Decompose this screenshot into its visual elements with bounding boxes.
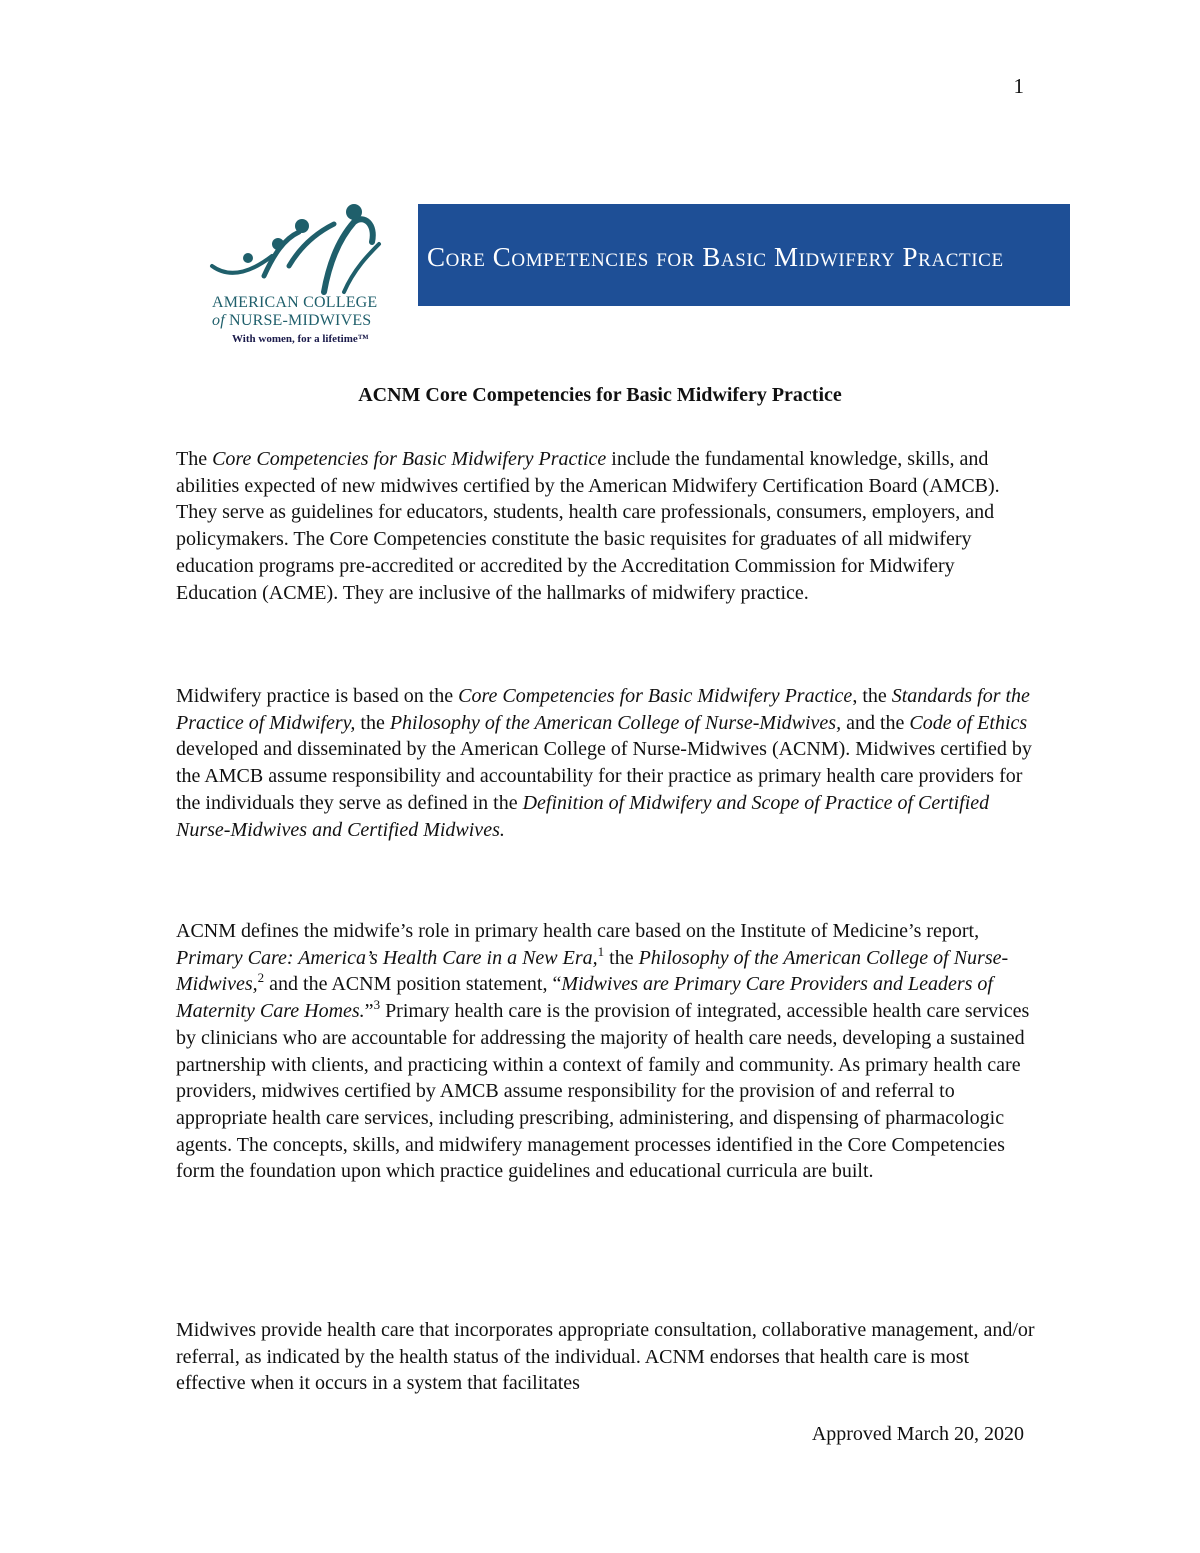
text-span: the [355,711,390,734]
text-span: ” [364,1000,374,1023]
paragraph-2 [176,683,1036,843]
text-span: and the ACNM position statement, “ [264,973,562,996]
text-span: the [604,946,639,969]
italic-span: Philosophy of the American College of Nurse-Midwives, [176,946,1009,996]
banner-text: Core Competencies for Basic Midwifery Practice [427,242,1004,272]
italic-span: Core Competencies for Basic Midwifery Practice [458,685,853,707]
text-span: , the [852,685,892,707]
text-span: Midwives provide health care that incorporates appropriate consultation, collaborative management, and/or referral, as indicated by the health status of the individual. ACNM endorses that health care is most effective when it occurs in a system that facilitates [176,1319,1035,1395]
italic-span: Standards for the Practice of Midwifery, [176,685,1030,734]
page-number: 1 [1013,74,1024,98]
document-title: ACNM Core Competencies for Basic Midwifery Practice [358,384,842,406]
paragraph-3 [176,918,1036,1185]
logo-tagline: With women, for a lifetime™ [232,333,369,345]
logo-text-line-2 [212,312,371,330]
text-span: and the [841,711,910,734]
text-span: include the fundamental knowledge, skills, and abilities expected of new midwives certified by the American Midwifery Certification Board (AMCB). They serve as guidelines for educators, students, health care professionals, consumers, employers, and policymakers. The Core Competencies constitute the basic requisites for graduates of all midwifery education programs pre-accredited or accredited by the Accreditation Commission for Midwifery Education (ACME). They are inclusive of the hallmarks of midwifery practice. [176,448,1000,604]
acnm-logo [204,204,404,354]
text-span: Primary health care is the provision of integrated, accessible health care services by clinicians who are accountable for addressing the majority of health care needs, developing a sustained partnership with clients, and practicing within a context of family and community. As primary health care providers, midwives certified by AMCB assume responsibility for the provision of and referral to appropriate health care services, including prescribing, administering, and dispensing of pharmacologic agents. The concepts, skills, and midwifery management processes identified in the Core Competencies form the foundation upon which practice guidelines and educational curricula are built. [176,1000,1030,1183]
italic-span: Midwives are Primary Care Providers and Leaders of Maternity Care Homes. [176,973,993,1023]
title-banner [418,204,1070,306]
text-span: ACNM defines the midwife’s role in primary health care based on the Institute of Medicine’s report, [176,920,980,942]
logo-of: of [212,312,225,329]
footnote-ref: 3 [373,997,381,1013]
italic-span: Core Competencies for Basic Midwifery Practice [212,448,607,470]
paragraph-4 [176,1317,1036,1397]
logo-text-line-1: AMERICAN COLLEGE [212,294,378,311]
italic-span: Definition of Midwifery and Scope of Practice of Certified Nurse-Midwives and Certified Midwives. [176,791,990,841]
text-span: Midwifery practice is based on the [176,685,459,707]
italic-span: Primary Care: America’s Health Care in a New Era, [176,946,598,969]
text-span: The [176,448,213,470]
midwives-figures-icon [204,204,404,296]
footnote-ref: 2 [257,970,265,986]
paragraph-1 [176,446,1036,606]
approval-date: Approved March 20, 2020 [811,1423,1024,1445]
italic-span: Code of Ethics [909,711,1028,734]
logo-nurse-midwives: NURSE-MIDWIVES [224,312,372,329]
footnote-ref: 1 [597,943,605,959]
text-span: developed and disseminated by the American College of Nurse-Midwives (ACNM). Midwives certified by the AMCB assume responsibility and accountability for their practice as primary health care providers for the individuals they serve as defined in the [176,738,1032,814]
italic-span: Philosophy of the American College of Nurse-Midwives, [389,711,842,734]
